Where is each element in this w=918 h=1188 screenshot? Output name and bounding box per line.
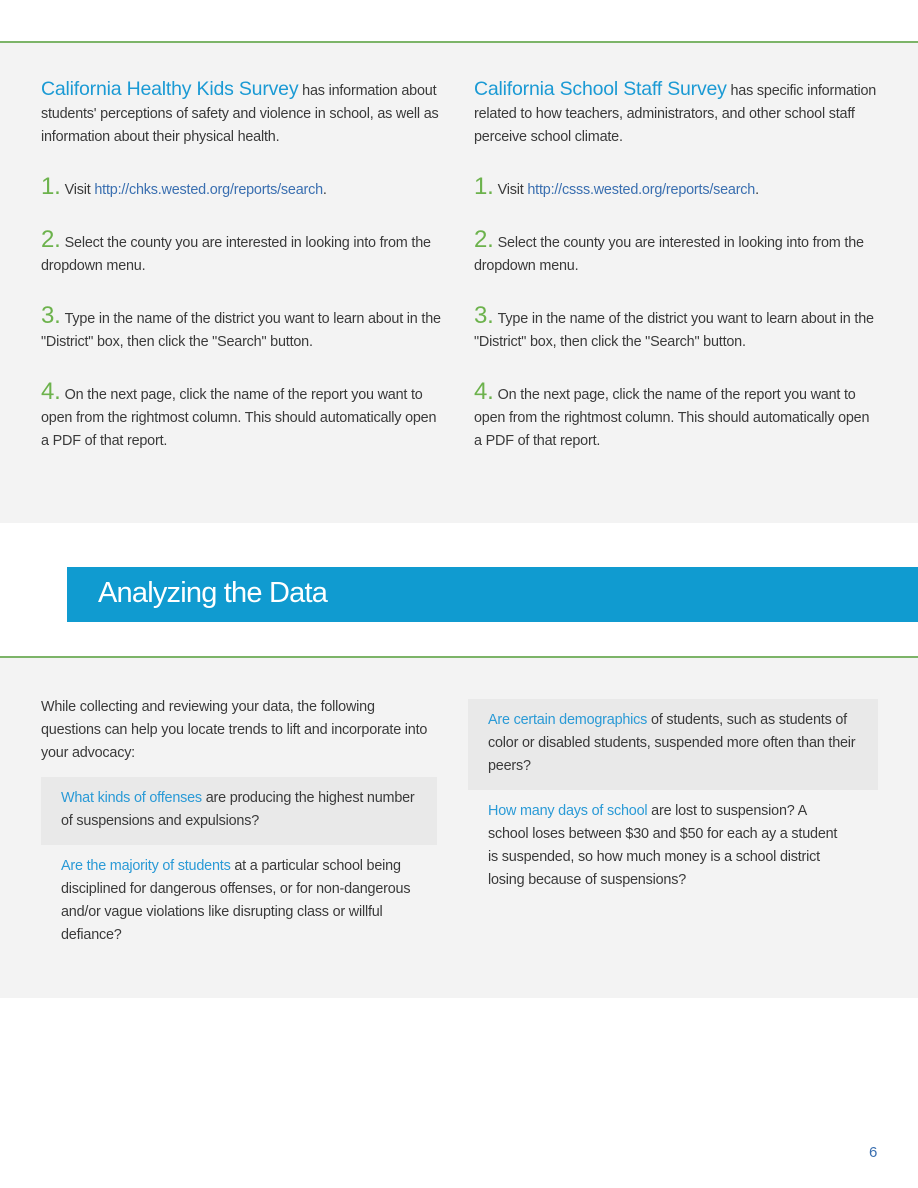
csss-title: California School Staff Survey <box>474 78 727 100</box>
chks-link[interactable]: http://chks.wested.org/reports/search <box>94 182 323 198</box>
csss-step-1 <box>474 175 878 202</box>
step-number: 3. <box>41 302 61 329</box>
question-highlight: What kinds of offenses <box>61 790 202 806</box>
question-text: are producing the highest number of suspensions and expulsions? <box>61 790 415 829</box>
step-text: Visit <box>64 182 95 198</box>
chks-step-2 <box>41 228 441 278</box>
question-box <box>41 777 437 845</box>
step-number: 1. <box>474 173 494 200</box>
step-number: 4. <box>474 378 494 405</box>
step-number: 4. <box>41 378 61 405</box>
step-number: 2. <box>474 226 494 253</box>
step-text: . <box>322 182 327 198</box>
step-number: 3. <box>474 302 494 329</box>
chks-step-4 <box>41 380 441 453</box>
step-text: On the next page, click the name of the report you want to open from the rightmost column. This should automatically open a PDF of that report. <box>474 387 870 449</box>
question-highlight: Are the majority of students <box>61 858 231 874</box>
step-text: Type in the name of the district you want to learn about in the "District" box, then click the "Search" button. <box>474 311 874 350</box>
analysis-left <box>41 696 437 947</box>
csss-column <box>474 78 878 453</box>
question-highlight: Are certain demographics <box>488 712 648 728</box>
section-banner <box>67 567 918 622</box>
csss-intro <box>474 78 878 149</box>
section-title: Analyzing the Data <box>98 577 328 609</box>
question <box>41 845 437 947</box>
question <box>468 790 878 892</box>
step-text: Select the county you are interested in looking into from the dropdown menu. <box>41 235 431 274</box>
csss-step-4 <box>474 380 878 453</box>
step-text: Type in the name of the district you want to learn about in the "District" box, then click the "Search" button. <box>41 311 441 350</box>
step-text: On the next page, click the name of the report you want to open from the rightmost column. This should automatically open a PDF of that report. <box>41 387 437 449</box>
csss-link[interactable]: http://csss.wested.org/reports/search <box>527 182 756 198</box>
chks-title: California Healthy Kids Survey <box>41 78 299 100</box>
question-box <box>468 699 878 790</box>
csss-step-2 <box>474 228 878 278</box>
question-text: of students, such as students of color or disabled students, suspended more often than their peers? <box>488 712 856 774</box>
analysis-intro: While collecting and reviewing your data, the following questions can help you locate trends to lift and incorporate into your advocacy: <box>41 699 428 761</box>
chks-step-3 <box>41 304 441 354</box>
chks-intro-text: has information about students' perceptions of safety and violence in school, as well as information about their physical health. <box>41 83 439 145</box>
chks-step-1 <box>41 175 441 202</box>
step-text: Select the county you are interested in looking into from the dropdown menu. <box>474 235 864 274</box>
step-number: 1. <box>41 173 61 200</box>
chks-column <box>41 78 441 453</box>
csss-step-3 <box>474 304 878 354</box>
analysis-right <box>468 699 878 892</box>
question-highlight: How many days of school <box>488 803 648 819</box>
step-number: 2. <box>41 226 61 253</box>
step-text: Visit <box>497 182 528 198</box>
chks-intro <box>41 78 441 149</box>
step-text: . <box>755 182 759 198</box>
csss-intro-text: has specific information related to how teachers, administrators, and other school staff perceive school climate. <box>474 83 877 145</box>
page-number: 6 <box>869 1144 878 1161</box>
question-text: are lost to suspension? A school loses between $30 and $50 for each ay a student is suspended, so how much money is a school district losing because of suspensions? <box>488 803 838 888</box>
question-text: at a particular school being disciplined for dangerous offenses, or for non-dangerous and/or vague violations like disrupting class or willful defiance? <box>61 858 411 943</box>
